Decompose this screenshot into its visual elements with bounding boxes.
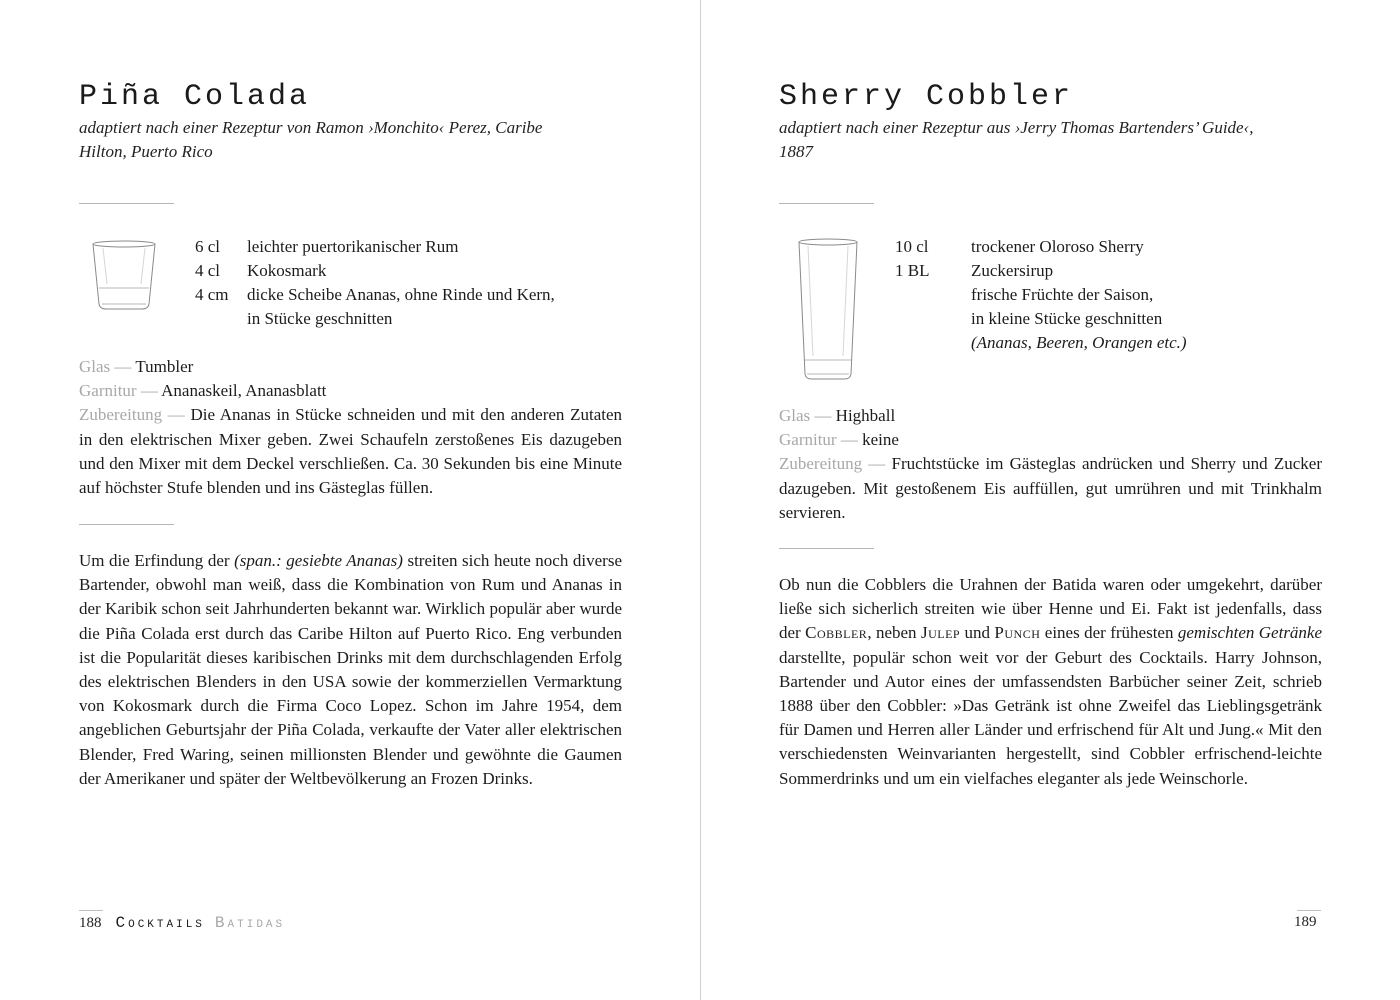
history-text: , neben (867, 623, 921, 643)
ingredient-row (895, 283, 1187, 307)
divider (79, 203, 174, 204)
recipe-details (779, 404, 1322, 525)
history-text: darstellte, populär schon weit vor der Geburt des Cocktails. Harry Johnson, Bartender und Autor eines der umfassendsten Barbücher seiner Zeit, schrieb 1888 über den Cobbler: »Das Getränk ist ohne Zweifel das Lieblingsgetränk für Damen und Herren aller Länder und erfrischend für Alt und Jung.« Mit den verschiedensten Weinvarianten hergestellt, sind Cobbler erfrischend-leichte Sommerdrinks und um ein vielfaches eleganter als jede Weinschorle. (779, 647, 1322, 788)
drink-name-smallcaps: Cobbler (805, 623, 868, 643)
ingredient-amount (195, 307, 247, 331)
ingredient-row (895, 235, 1187, 259)
highball-glass-icon (795, 236, 861, 384)
recipe-title: Piña Colada (79, 80, 311, 114)
page-number: 188 (79, 915, 102, 931)
preparation-value: Die Ananas in Stücke schneiden und mit den anderen Zutaten in den elektrischen Mixer geben. Zwei Schaufeln zerstoßenes Eis dazugeben und den Mixer mit dem Deckel verschließen. Ca. 30 Sekunden bis eine Minute auf höchster Stufe blenden und ins Gästeglas füllen. (79, 405, 623, 498)
ingredient-row (195, 283, 555, 307)
garnish-line (779, 428, 1322, 452)
ingredient-list (895, 235, 1187, 355)
glass-line (779, 404, 1322, 428)
ingredient-name: trockener Oloroso Sherry (971, 237, 1144, 256)
history-text: Um die Erfindung der (79, 551, 235, 570)
ingredient-amount: 6 cl (195, 237, 221, 256)
glass-label: Glas — (779, 406, 832, 425)
ingredient-name: dicke Scheibe Ananas, ohne Rinde und Kern, (247, 285, 555, 304)
ingredient-row (895, 259, 1187, 283)
history-text-italic: (span.: gesiebte Ananas) (234, 551, 403, 570)
ingredient-row (895, 307, 1187, 331)
ingredient-name: leichter puertorikanischer Rum (247, 237, 459, 256)
garnish-label: Garnitur — (779, 430, 858, 450)
recipe-title: Sherry Cobbler (779, 80, 1074, 114)
footer-tick (79, 910, 103, 911)
history-paragraph (79, 549, 622, 791)
tumbler-glass-icon (88, 238, 160, 312)
subsection-name: Batidas (214, 914, 286, 932)
preparation-label: Zubereitung — (779, 454, 886, 474)
ingredient-amount: 10 cl (895, 237, 929, 256)
ingredient-amount (895, 307, 971, 331)
section-name: Cocktails (115, 914, 205, 932)
ingredient-name: in kleine Stücke geschnitten (971, 309, 1163, 328)
divider (779, 203, 874, 204)
history-text: streiten sich heute noch diverse Bartender, obwohl man weiß, dass die Kombination von Rum und Ananas in der Karibik schon seit Jahrhunderten bekannt war. Wirklich populär aber wurde die Piña Colada erst durch das Caribe Hilton auf Puerto Rico. Eng verbunden ist die Popularität dieses karibischen Drinks mit dem durchschlagenden Erfolg des elektrischen Blenders in den USA sowie der kommerziellen Vermarktung von Kokosmark durch die Firma Coco Lopez. Schon im Jahre 1954, dem angeblichen Geburtsjahr der Piña Colada, verkaufte der Vater aller elektrischen Blender, Fred Waring, seinen millionsten Blender und gewöhnte die Gaumen der Amerikaner und später der Weltbevölkerung an Frozen Drinks. (79, 551, 622, 788)
divider (779, 548, 874, 549)
ingredient-name: in Stücke geschnitten (247, 309, 393, 328)
garnish-line (79, 379, 622, 403)
ingredient-name: (Ananas, Beeren, Orangen etc.) (971, 333, 1187, 352)
glass-label: Glas — (79, 357, 132, 376)
ingredient-row (195, 259, 555, 283)
history-text: und (960, 623, 995, 643)
ingredient-name: frische Früchte der Saison, (971, 285, 1154, 304)
ingredient-amount (895, 283, 971, 307)
ingredient-name: Zuckersirup (971, 261, 1054, 280)
glass-line (79, 355, 622, 379)
ingredient-amount: 1 BL (895, 261, 930, 280)
glass-value: Highball (835, 406, 896, 425)
ingredient-name: Kokosmark (247, 261, 327, 280)
ingredient-row (195, 307, 555, 331)
ingredient-row (195, 235, 555, 259)
divider (79, 524, 174, 525)
drink-name-smallcaps: Punch (994, 623, 1041, 643)
preparation-line (779, 452, 1322, 525)
history-text-italic: gemischten Getränke (1177, 623, 1323, 643)
garnish-value: Ananaskeil, Ananasblatt (161, 381, 327, 401)
history-text: Ob nun die Cobblers die Urahnen der Batida waren oder umgekehrt, darüber ließe sich sicherlich streiten wie über Henne und Ei. Fakt ist jedenfalls, dass der (779, 575, 1322, 643)
ingredient-amount: 4 cm (195, 285, 229, 304)
history-paragraph (779, 573, 1322, 791)
recipe-subtitle: adaptiert nach einer Rezeptur aus ›Jerry Thomas Bartenders’ Guide‹, 1887 (779, 118, 1254, 161)
footer-tick (1297, 910, 1321, 911)
ingredient-amount (895, 331, 971, 355)
preparation-label: Zubereitung — (79, 405, 185, 425)
ingredient-row (895, 331, 1187, 355)
preparation-line (79, 403, 622, 500)
recipe-subtitle: adaptiert nach einer Rezeptur von Ramon ›Monchito‹ Perez, Caribe Hilton, Puerto Rico (79, 118, 543, 161)
recipe-details (79, 355, 622, 500)
preparation-value: Fruchtstücke im Gästeglas andrücken und Sherry und Zucker dazugeben. Mit gestoßenem Eis auffüllen, gut umrühren und mit Trinkhalm servieren. (779, 454, 1323, 522)
page-number: 189 (1294, 914, 1317, 930)
page-footer (79, 914, 285, 932)
history-text: eines der frühesten (1040, 623, 1178, 643)
ingredient-list (195, 235, 555, 331)
ingredient-amount: 4 cl (195, 261, 221, 280)
glass-value: Tumbler (135, 357, 194, 376)
garnish-value: keine (862, 430, 899, 450)
garnish-label: Garnitur — (79, 381, 158, 401)
drink-name-smallcaps: Julep (920, 623, 961, 643)
page-footer (1294, 914, 1317, 931)
right-page (700, 0, 1400, 1000)
